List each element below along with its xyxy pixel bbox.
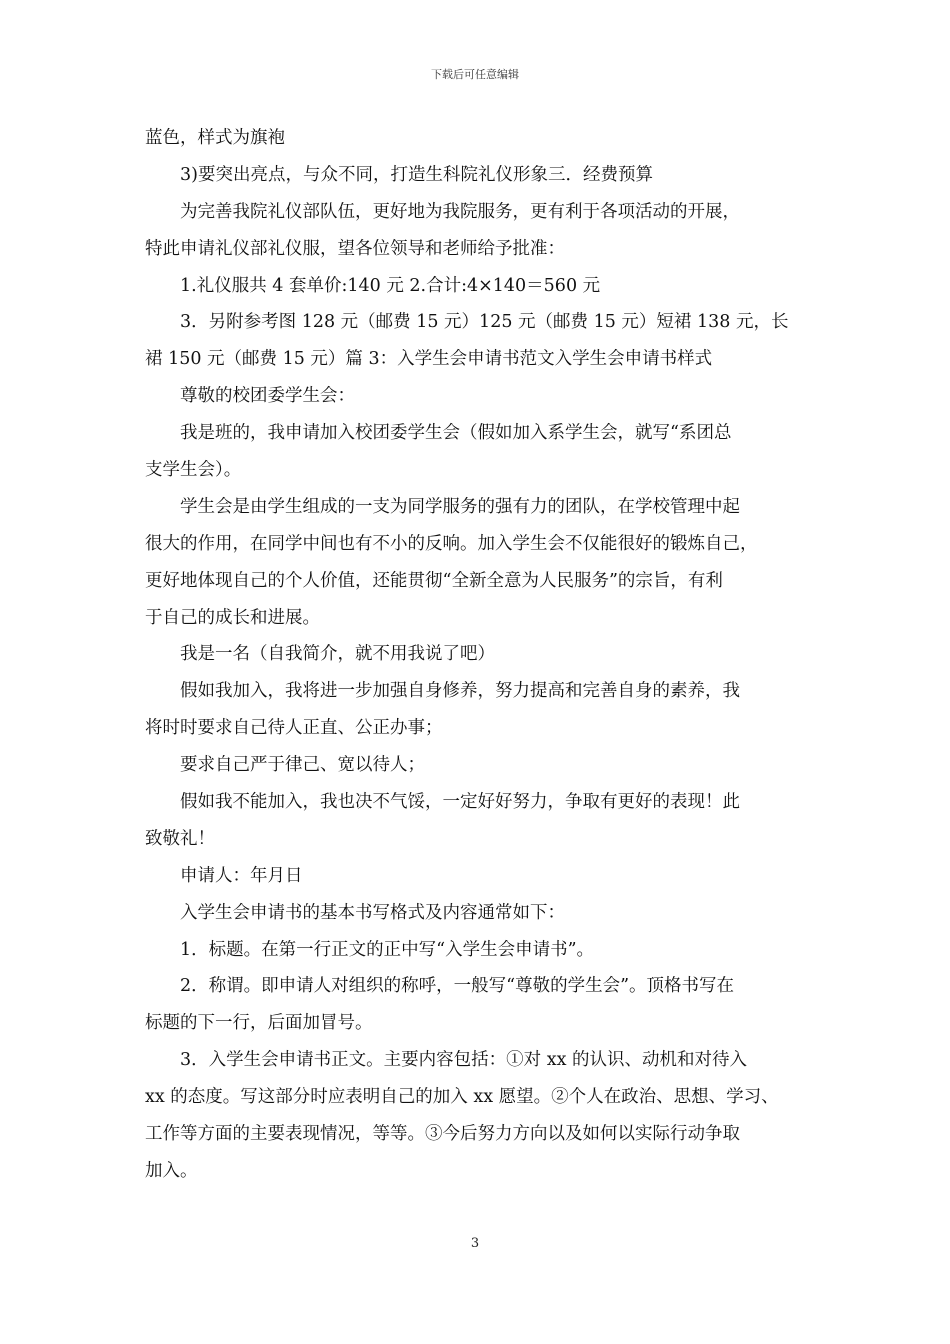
text-line: 将时时要求自己待人正直、公正办事；	[145, 718, 443, 739]
text-line: 1．标题。在第一行正文的正中写“入学生会申请书”。	[180, 939, 595, 960]
text-line: 我是一名（自我简介，就不用我说了吧）	[180, 644, 495, 665]
text-line: 假如我不能加入，我也决不气馁，一定好好努力，争取有更好的表现！此	[180, 792, 740, 813]
text-line: xx 的态度。写这部分时应表明自己的加入 xx 愿望。②个人在政治、思想、学习、	[145, 1087, 779, 1108]
text-line: 要求自己严于律己、宽以待人；	[180, 755, 425, 776]
text-line: 于自己的成长和进展。	[145, 607, 320, 628]
text-line: 特此申请礼仪部礼仪服，望各位领导和老师给予批准：	[145, 238, 565, 259]
text-line: 为完善我院礼仪部队伍，更好地为我院服务，更有利于各项活动的开展，	[180, 201, 740, 222]
text-line: 3)要突出亮点，与众不同，打造生科院礼仪形象三．经费预算	[180, 164, 653, 185]
text-line: 学生会是由学生组成的一支为同学服务的强有力的团队，在学校管理中起	[180, 496, 740, 517]
text-line: 尊敬的校团委学生会：	[180, 386, 355, 407]
text-line: 裙 150 元（邮费 15 元）篇 3：入学生会申请书范文入学生会申请书样式	[145, 349, 713, 370]
text-line: 工作等方面的主要表现情况，等等。③今后努力方向以及如何以实际行动争取	[145, 1124, 740, 1145]
text-line: 入学生会申请书的基本书写格式及内容通常如下：	[180, 902, 565, 923]
document-body	[145, 120, 807, 1190]
text-line: 假如我加入，我将进一步加强自身修养，努力提高和完善自身的素养，我	[180, 681, 740, 702]
text-line: 支学生会）。	[145, 460, 242, 481]
text-line: 蓝色，样式为旗袍	[145, 128, 285, 148]
page-header: 下载后可任意编辑	[431, 68, 519, 81]
text-line: 标题的下一行，后面加冒号。	[145, 1013, 373, 1034]
text-line: 我是班的，我申请加入校团委学生会（假如加入系学生会，就写“系团总	[180, 423, 732, 444]
text-line: 申请人：年月日	[180, 865, 303, 886]
text-line: 致敬礼！	[145, 828, 215, 849]
text-line: 2．称谓。即申请人对组织的称呼，一般写“尊敬的学生会”。顶格书写在	[180, 976, 735, 997]
text-line: 更好地体现自己的个人价值，还能贯彻“全新全意为人民服务”的宗旨，有利	[145, 570, 723, 591]
text-line: 加入。	[145, 1160, 198, 1181]
text-line: 3．另附参考图 128 元（邮费 15 元）125 元（邮费 15 元）短裙 138 元，长	[180, 312, 789, 333]
text-line: 1.礼仪服共 4 套单价:140 元 2.合计:4×140＝560 元	[180, 275, 601, 296]
text-line: 很大的作用，在同学中间也有不小的反响。加入学生会不仅能很好的锻炼自己，	[145, 533, 758, 554]
text-line: 3．入学生会申请书正文。主要内容包括：①对 xx 的认识、动机和对待入	[180, 1050, 747, 1071]
page-number: 3	[470, 1236, 480, 1251]
